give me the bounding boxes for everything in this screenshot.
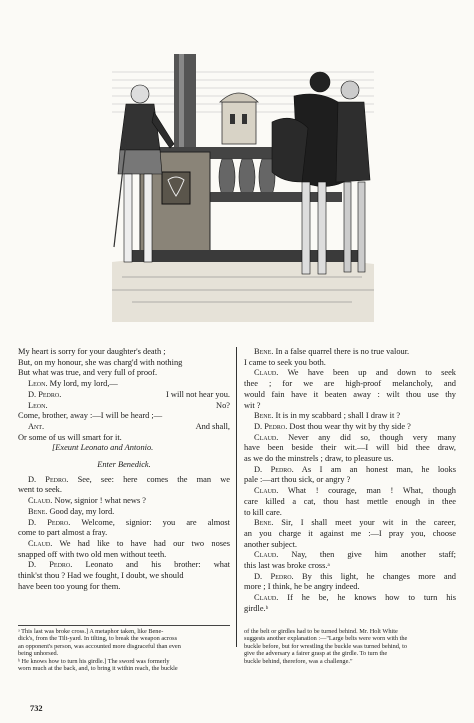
line-text: Good day, my lord. [49, 506, 115, 516]
line-text: Now, signior ! what news ? [54, 496, 147, 506]
line-text: I came to seek you both. [244, 357, 326, 367]
stage-direction: [Exeunt Leonato and Antonio. [52, 443, 154, 453]
text-line [244, 347, 456, 358]
text-line [18, 550, 230, 561]
text-line [244, 465, 456, 476]
line-text: See, see: here comes the man we [77, 474, 230, 484]
line-text: another subject. [244, 539, 298, 549]
text-line [18, 582, 230, 593]
speaker-name: Leon. [28, 400, 48, 410]
speaker-name: D. Pedro. [28, 517, 71, 527]
text-line [244, 358, 456, 369]
line-text: more ; I think, he be angry indeed. [244, 582, 360, 592]
left-text-column [18, 347, 230, 592]
text-line [244, 401, 456, 412]
line-text: But what was true, and very full of proof. [18, 368, 158, 378]
line-text: wit ? [244, 400, 261, 410]
line-text: went to seek. [18, 485, 62, 495]
text-line [18, 358, 230, 369]
text-line [18, 485, 230, 496]
line-text: Never any did so, though very many [288, 432, 456, 442]
text-line [244, 411, 456, 422]
line-text: It is in my scabbard ; shall I draw it ? [275, 411, 401, 421]
text-line [18, 433, 230, 444]
text-line [18, 379, 230, 390]
column-divider [236, 347, 237, 647]
engraving-illustration [112, 32, 374, 322]
line-text: Welcome, signior: you are almost [81, 517, 230, 527]
speaker-name: Claud. [28, 538, 53, 548]
speaker-name: Claud. [28, 496, 53, 506]
line-text: Dost thou wear thy wit by thy side ? [289, 421, 411, 431]
line-text: If he be, he knows how to turn his [287, 593, 456, 603]
line-text: My lord, my lord,— [49, 379, 118, 389]
text-line [18, 496, 230, 507]
text-line [244, 593, 456, 604]
text-line [244, 454, 456, 465]
speaker-name: Leon. [28, 379, 48, 389]
text-line [18, 422, 230, 433]
speaker-name: Bene. [254, 347, 274, 356]
line-text: What ! courage, man ! What, though [287, 486, 456, 496]
line-text: Sir, I shall meet your wit in the career, [281, 518, 456, 528]
line-text: We had like to have had our two noses [59, 538, 230, 548]
text-line [18, 518, 230, 529]
text-line [18, 460, 230, 471]
speaker-name: D. Pedro. [254, 571, 294, 581]
text-line [18, 401, 230, 412]
text-line [18, 390, 230, 401]
text-line [244, 572, 456, 583]
footnote-line: an opponent's person, was accounted more disgraceful than even [18, 642, 181, 650]
text-line [244, 529, 456, 540]
line-text: My heart is sorry for your daughter's death ; [18, 347, 166, 356]
speaker-name: Bene. [28, 506, 48, 516]
text-line [18, 411, 230, 422]
right-text-column [244, 347, 456, 615]
line-text: Come, brother, away :—I will be heard ;— [18, 411, 163, 421]
line-text: think'st thou ? Had we fought, I doubt, we should [18, 571, 184, 581]
line-text: Nay, then give him another staff; [291, 550, 456, 560]
line-text: an you charge it against me :—I pray you, choose [244, 528, 456, 538]
engraving-three-men-icon [112, 32, 374, 322]
speaker-name: D. Pedro. [28, 560, 73, 570]
speaker-name: Claud. [254, 432, 279, 442]
text-line [244, 508, 456, 519]
text-line [244, 486, 456, 497]
footnote-line: give the adversary a fairer grasp at the girdle. To turn the [244, 650, 388, 658]
line-text: We have been up and down to seek [287, 368, 456, 378]
footnotes-right [244, 628, 456, 665]
speaker-name: Claud. [254, 486, 279, 496]
line-text: this last was broke cross.ᵃ [244, 561, 330, 571]
text-line [18, 507, 230, 518]
text-line [18, 475, 230, 486]
line-text: have been too young for them. [18, 581, 121, 591]
footnote-line: suggests another explanation :—"Large belts were worn with the [244, 635, 408, 643]
text-line [244, 422, 456, 433]
line-text: girdle.ᵇ [244, 603, 269, 613]
text-line [244, 582, 456, 593]
text-line [18, 560, 230, 571]
footnote-line: ᵃ This last was broke cross.] A metaphor taken, like Bene- [18, 628, 164, 635]
footnote-line: being unhorsed. [18, 650, 59, 658]
text-line [18, 347, 230, 358]
footnote-line: ᵇ He knows how to turn his girdle.] The sword was formerly [18, 657, 170, 665]
line-text: And shall, [195, 421, 230, 431]
speaker-name: Ant. [28, 421, 45, 431]
text-line [244, 379, 456, 390]
line-text: By this light, he changes more and [302, 571, 456, 581]
line-text: Or some of us will smart for it. [18, 432, 122, 442]
line-text: I will not hear you. [166, 389, 230, 399]
line-text: In a false quarrel there is no true valour. [275, 347, 410, 356]
text-line [244, 433, 456, 444]
text-line [244, 390, 456, 401]
footnotes-left [18, 628, 230, 672]
text-line [244, 540, 456, 551]
speaker-name: Claud. [254, 550, 279, 560]
line-text: As I am an honest man, he looks [301, 464, 456, 474]
line-text: pale :—art thou sick, or angry ? [244, 475, 351, 485]
line-text: to kill care. [244, 507, 282, 517]
text-line [244, 561, 456, 572]
speaker-name: D. Pedro. [254, 421, 288, 431]
text-line [244, 604, 456, 615]
text-line [244, 368, 456, 379]
footnote-line: of the belt or girdles had to be turned behind. Mr. Holt White [244, 628, 398, 635]
line-text: come to part almost a fray. [18, 528, 108, 538]
text-line [244, 497, 456, 508]
speaker-name: D. Pedro. [28, 389, 62, 399]
footnote-rule [18, 625, 230, 626]
text-line [244, 475, 456, 486]
footnote-line: dick's, from the Tilt-yard. In tilting, to break the weapon across [18, 635, 178, 643]
text-line [244, 550, 456, 561]
line-text: have been beside their wit.—I will bid thee draw, [244, 443, 456, 453]
speaker-name: Bene. [254, 411, 274, 421]
line-text: care killed a cat, thou hast mettle enough in thee [244, 496, 456, 506]
text-line [244, 518, 456, 529]
text-line [244, 443, 456, 454]
text-line [18, 571, 230, 582]
line-text: thee ; for we are high-proof melancholy, and [244, 379, 456, 389]
speaker-name: Claud. [254, 368, 279, 378]
stage-direction: Enter Benedick. [97, 460, 151, 470]
line-text: as we do the minstrels ; draw, to pleasure us. [244, 454, 394, 464]
speaker-name: Bene. [254, 518, 274, 528]
line-text: Leonato and his brother: what [85, 560, 230, 570]
footnote-line: buckle behind, therefore, was a challenge." [244, 657, 353, 665]
speaker-name: D. Pedro. [254, 464, 294, 474]
line-text: No? [216, 400, 230, 410]
line-text: But, on my honour, she was charg'd with nothing [18, 357, 183, 367]
speaker-name: D. Pedro. [28, 474, 69, 484]
speaker-name: Claud. [254, 593, 279, 603]
line-text: would fain have it beaten away : wilt thou use thy [244, 389, 456, 399]
footnote-line: worn much at the back, and, to bring it within reach, the buckle [18, 665, 178, 673]
page-number: 732 [30, 704, 43, 713]
text-line [18, 528, 230, 539]
text-line [18, 368, 230, 379]
footnote-line: buckle before, but for wrestling the buckle was turned behind, to [244, 642, 407, 650]
text-line [18, 539, 230, 550]
line-text: snapped off with two old men without teeth. [18, 549, 167, 559]
